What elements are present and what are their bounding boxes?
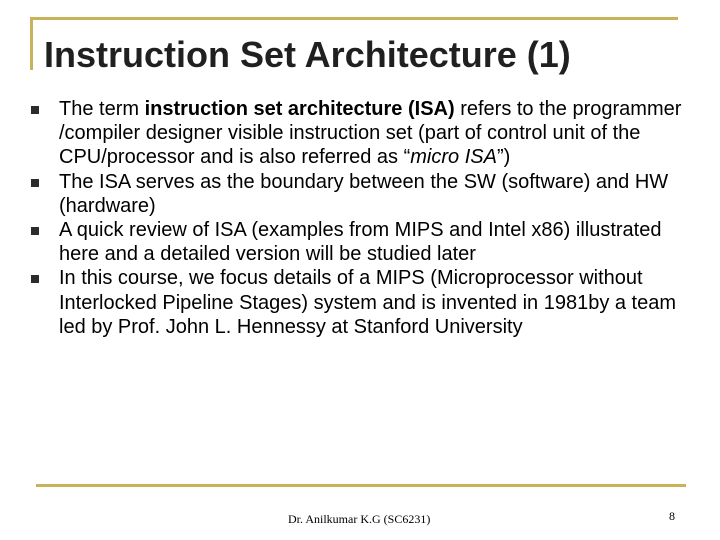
bullet-italic-term: micro ISA [410,146,497,169]
bullet-item [31,170,701,218]
square-bullet-icon [31,179,39,187]
footer-author: Dr. Anilkumar K.G (SC6231) [288,512,431,526]
bullet-item [31,97,701,170]
footer-rule [36,484,686,487]
square-bullet-icon [31,275,39,283]
bullet-text: A quick review of ISA (examples from MIPS and Intel x86) illustrated here and a detailed version will be studied later [59,219,662,266]
square-bullet-icon [31,106,39,114]
page-number: 8 [669,509,675,523]
bullet-list [31,97,701,339]
bullet-bold-term: instruction set architecture (ISA) [144,98,455,120]
title-frame-left-line [30,17,33,70]
bullet-item [31,218,701,266]
bullet-text: The term instruction set architecture (ISA) refers to the programmer /compiler designer visible instruction set (part of control unit of the CPU/processor and is also referred as “micro ISA”) [59,98,682,169]
slide-title: Instruction Set Architecture (1) [44,34,571,75]
title-frame-top-line [30,17,678,20]
bullet-text: The ISA serves as the boundary between the SW (software) and HW (hardware) [59,170,669,217]
square-bullet-icon [31,227,39,235]
bullet-item [31,266,701,339]
bullet-text: In this course, we focus details of a MIPS (Microprocessor without Interlocked Pipeline Stages) system and is invented in 1981by a team led by Prof. John L. Hennessy at Stanford University [59,267,677,338]
